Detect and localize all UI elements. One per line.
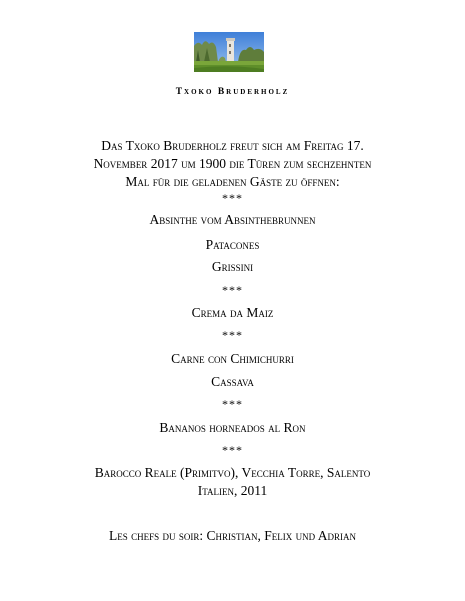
intro-line-1: Das Txoko Bruderholz freut sich am Freitag 17.: [101, 138, 364, 153]
menu-item-crema: Crema da Maiz: [191, 305, 274, 320]
menu-item-patacones: Patacones: [205, 237, 260, 252]
wine-line-2: Italien, 2011: [197, 483, 268, 498]
chefs-line: Les chefs du soir: Christian, Felix und Adrian: [108, 528, 357, 543]
menu-item-carne: Carne con Chimichurri: [171, 351, 294, 366]
separator: ***: [222, 283, 243, 297]
menu-item-grissini: Grissini: [211, 259, 254, 274]
restaurant-name: Txoko Bruderholz: [175, 87, 290, 97]
separator: ***: [222, 397, 243, 411]
wine-line-1: Barocco Reale (Primitvo), Vecchia Torre, Salento: [94, 465, 371, 480]
tower-landscape-photo: [194, 32, 264, 72]
separator: ***: [222, 443, 243, 457]
separator: ***: [222, 328, 243, 342]
menu-item-bananos: Bananos horneados al Ron: [159, 420, 306, 435]
intro-line-2: November 2017 um 1900 die Türen zum sechzehnten: [93, 156, 372, 171]
menu-item-cassava: Cassava: [211, 374, 254, 389]
menu-item-absinthe: Absinthe vom Absinthebrunnen: [149, 212, 316, 227]
intro-line-3: Mal für die geladenen Gäste zu öffnen:: [125, 174, 340, 189]
separator: ***: [222, 191, 243, 205]
